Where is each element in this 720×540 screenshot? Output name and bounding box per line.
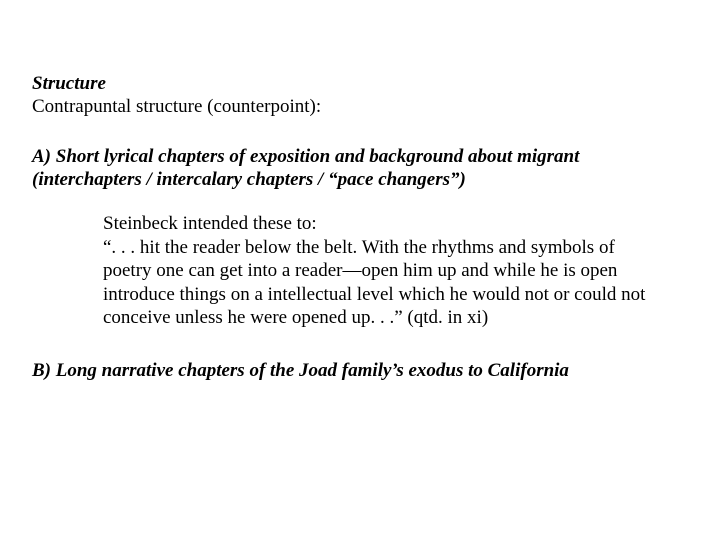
- quote-intro: Steinbeck intended these to:: [103, 213, 317, 234]
- heading-title: Structure: [32, 73, 106, 94]
- steinbeck-quote-block: [103, 212, 703, 330]
- section-a-line-2: (interchapters / intercalary chapters / “pace changers”): [32, 169, 466, 190]
- quote-line: poetry one can get into a reader—open him up and while he is open: [103, 260, 618, 281]
- heading-subtitle: Contrapuntal structure (counterpoint):: [32, 96, 322, 117]
- section-a-line-1: A) Short lyrical chapters of exposition and background about migrant: [32, 146, 580, 167]
- section-b-line-1: B) Long narrative chapters of the Joad family’s exodus to California: [32, 360, 569, 381]
- quote-line: introduce things on a intellectual level which he would not or could not: [103, 283, 646, 305]
- quote-line: conceive unless he were opened up. . .” (qtd. in xi): [103, 307, 489, 328]
- quote-line: “. . . hit the reader below the belt. With the rhythms and symbols of: [103, 236, 615, 258]
